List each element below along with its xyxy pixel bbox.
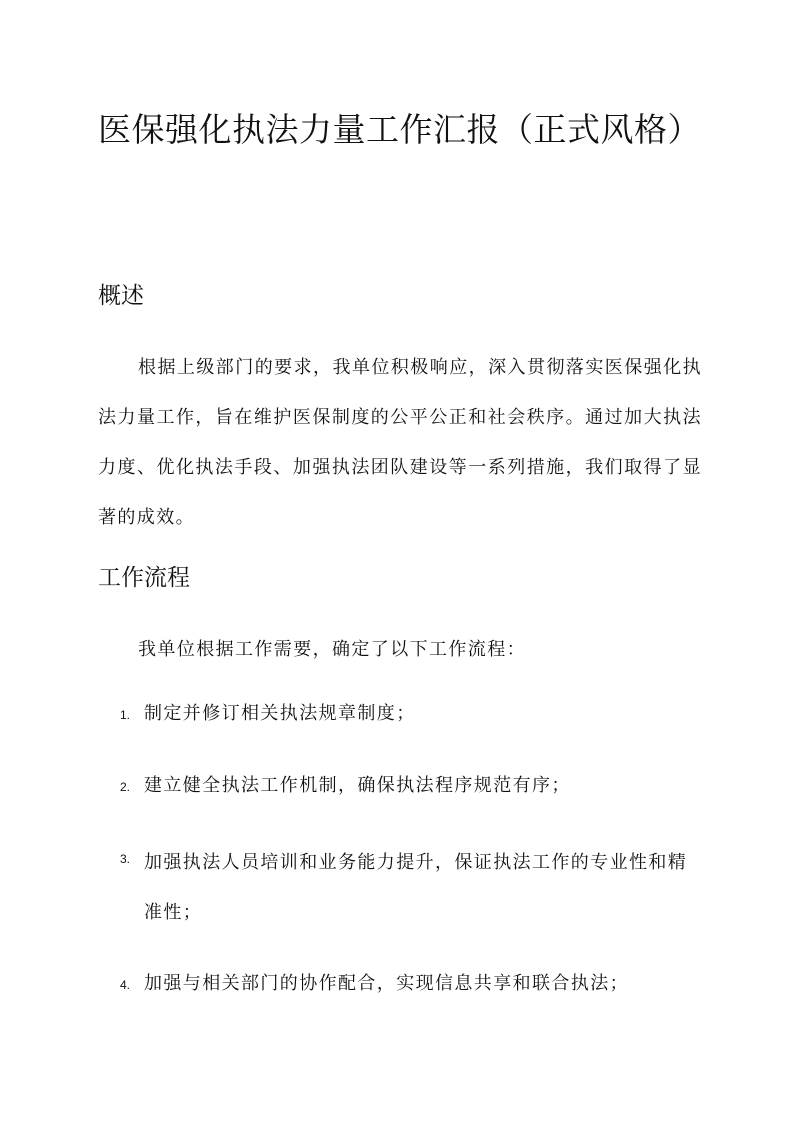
workflow-steps-list [98,694,708,1036]
step-number: 4. [120,978,131,992]
workflow-intro: 我单位根据工作需要，确定了以下工作流程： [138,639,526,660]
step-number: 1. [120,708,131,722]
workflow-step [98,766,708,806]
overview-paragraph: 根据上级部门的要求，我单位积极响应，深入贯彻落实医保强化执法力量工作，旨在维护医保制度的公平公正和社会秩序。通过加大执法力度、优化执法手段、加强执法团队建设等一系列措施，我们取得了显著的成效。 [98,357,702,528]
workflow-step [98,838,708,938]
step-text: 制定并修订相关执法规章制度； [144,703,416,724]
step-number: 2. [120,780,131,794]
workflow-step [98,964,708,1004]
workflow-step [98,694,708,734]
step-text: 加强执法人员培训和业务能力提升，保证执法工作的专业性和精准性； [144,852,688,923]
section-heading-workflow: 工作流程 [98,565,190,591]
section-heading-overview: 概述 [98,283,144,309]
step-text: 加强与相关部门的协作配合，实现信息共享和联合执法； [144,973,629,994]
step-number: 3. [120,852,131,866]
step-text: 建立健全执法工作机制，确保执法程序规范有序； [144,775,571,796]
document-title: 医保强化执法力量工作汇报（正式风格） [98,110,701,149]
